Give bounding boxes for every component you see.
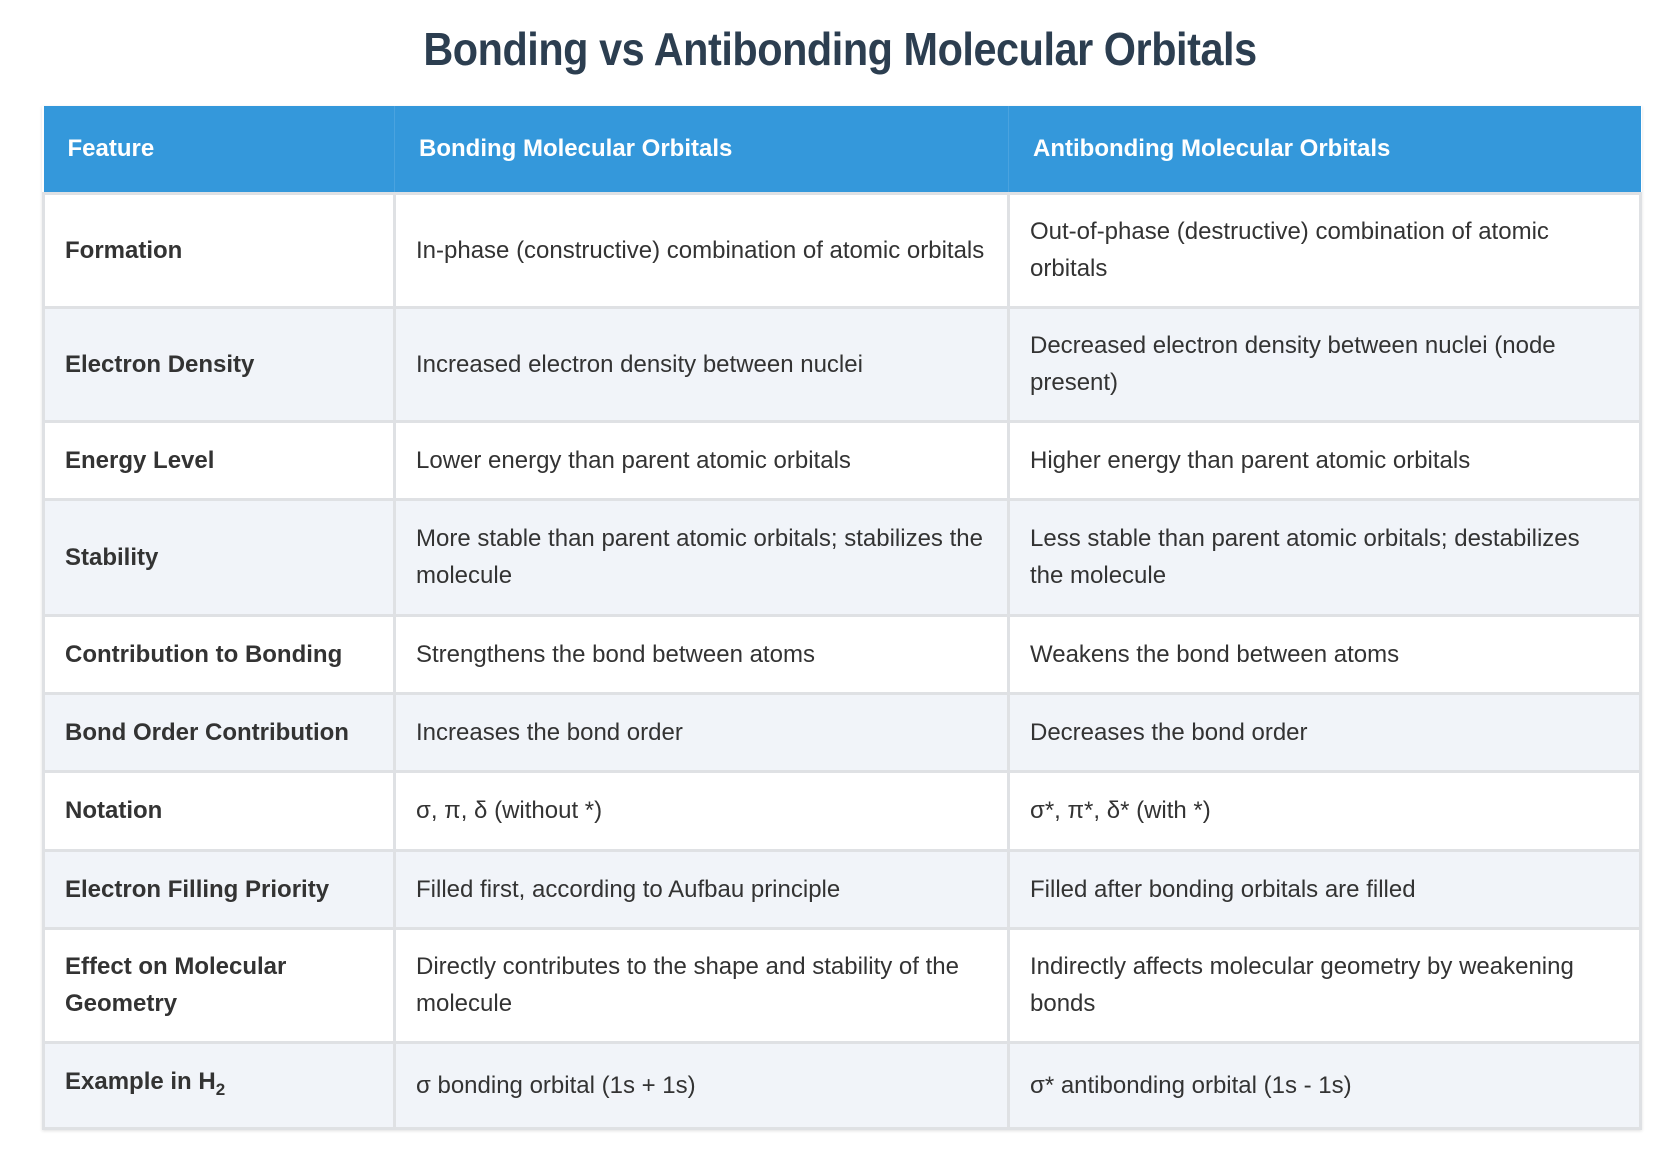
header-feature: Feature [44, 106, 395, 193]
antibonding-cell: Less stable than parent atomic orbitals; destabilizes the molecule [1009, 499, 1641, 615]
feature-cell: Effect on Molecular Geometry [44, 928, 395, 1042]
bonding-cell: Filled first, according to Aufbau principle [395, 850, 1009, 928]
bonding-cell: Strengthens the bond between atoms [395, 615, 1009, 693]
table-row [44, 1042, 1641, 1128]
antibonding-cell: Out-of-phase (destructive) combination of atomic orbitals [1009, 193, 1641, 307]
antibonding-cell: σ* antibonding orbital (1s - 1s) [1009, 1042, 1641, 1128]
antibonding-cell: Higher energy than parent atomic orbitals [1009, 421, 1641, 499]
page-title: Bonding vs Antibonding Molecular Orbitals [423, 23, 1257, 75]
feature-cell: Notation [44, 771, 395, 850]
table-row [44, 421, 1641, 499]
feature-cell: Formation [44, 193, 395, 307]
table-header-row [44, 106, 1641, 193]
table-row [44, 615, 1641, 693]
antibonding-cell: σ*, π*, δ* (with *) [1009, 771, 1641, 850]
table-row [44, 499, 1641, 615]
bonding-cell: Increased electron density between nuclei [395, 307, 1009, 421]
table-row [44, 693, 1641, 771]
header-bonding: Bonding Molecular Orbitals [395, 106, 1009, 193]
antibonding-cell: Indirectly affects molecular geometry by weakening bonds [1009, 928, 1641, 1042]
bonding-cell: More stable than parent atomic orbitals; stabilizes the molecule [395, 499, 1009, 615]
feature-label: Example in H [65, 1067, 216, 1095]
table-row [44, 771, 1641, 850]
antibonding-cell: Weakens the bond between atoms [1009, 615, 1641, 693]
table-row [44, 193, 1641, 307]
feature-cell [44, 1042, 395, 1128]
comparison-table [42, 106, 1642, 1130]
feature-cell: Bond Order Contribution [44, 693, 395, 771]
feature-cell: Energy Level [44, 421, 395, 499]
antibonding-cell: Decreased electron density between nuclei (node present) [1009, 307, 1641, 421]
bonding-cell: Increases the bond order [395, 693, 1009, 771]
table-row [44, 928, 1641, 1042]
feature-cell: Electron Density [44, 307, 395, 421]
bonding-cell: In-phase (constructive) combination of atomic orbitals [395, 193, 1009, 307]
antibonding-cell: Decreases the bond order [1009, 693, 1641, 771]
bonding-cell: σ bonding orbital (1s + 1s) [395, 1042, 1009, 1128]
bonding-cell: σ, π, δ (without *) [395, 771, 1009, 850]
feature-cell: Contribution to Bonding [44, 615, 395, 693]
antibonding-cell: Filled after bonding orbitals are filled [1009, 850, 1641, 928]
feature-cell: Electron Filling Priority [44, 850, 395, 928]
feature-cell: Stability [44, 499, 395, 615]
header-antibonding: Antibonding Molecular Orbitals [1009, 106, 1641, 193]
bonding-cell: Directly contributes to the shape and stability of the molecule [395, 928, 1009, 1042]
bonding-cell: Lower energy than parent atomic orbitals [395, 421, 1009, 499]
table-row [44, 850, 1641, 928]
table-row [44, 307, 1641, 421]
subscript: 2 [215, 1079, 226, 1099]
